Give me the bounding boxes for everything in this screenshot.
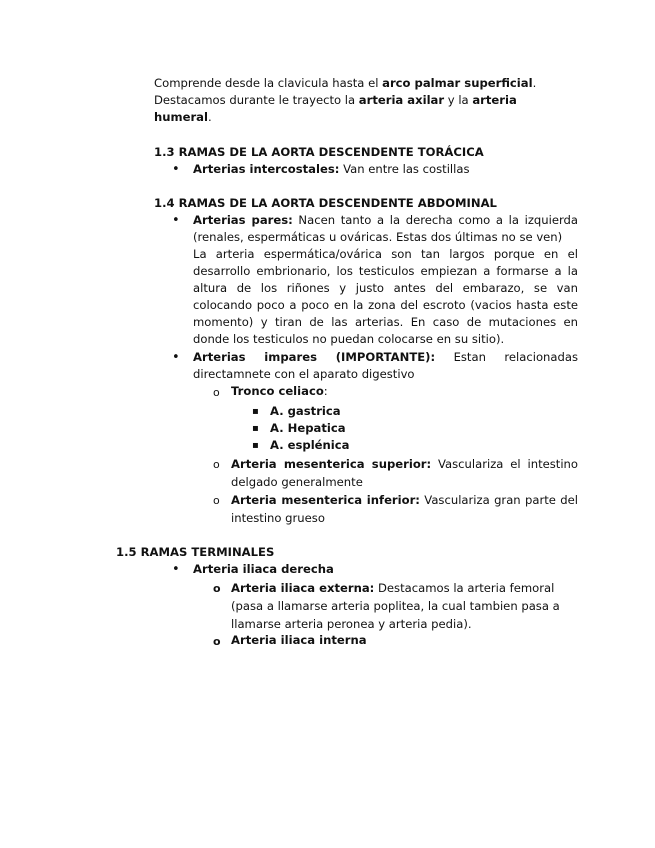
item-iliaca-derecha: Arteria iliaca derecha	[193, 562, 334, 576]
circle-bullet-icon: o	[213, 386, 220, 399]
item-intercostales: Arterias intercostales: Van entre las costillas	[193, 162, 470, 176]
tronco-item-hepatica: A. Hepatica	[270, 421, 346, 435]
heading-1-4: 1.4 RAMAS DE LA AORTA DESCENDENTE ABDOMINAL	[154, 196, 497, 210]
item-mesenterica-inferior: Arteria mesenterica inferior: Vasculariza gran parte del intestino grueso	[231, 493, 578, 525]
pares-paragraph: La arteria espermática/ovárica son tan largos porque en el desarrollo embrionario, los testiculos empiezan a formarse a la altura de los riñones y justo antes del embarazo, se van colocando poco a poco en la zona del escroto (vacios hasta este momento) y tiran de las arterias. En caso de mutaciones en donde los testiculos no puedan colocarse en su sitio).	[193, 247, 578, 346]
item-arterias-pares: Arterias pares: Nacen tanto a la derecha como a la izquierda (renales, espermáticas u ováricas. Estas dos últimas no se ven)	[193, 213, 578, 244]
circle-bullet-icon: o	[213, 635, 221, 648]
bullet-icon: •	[172, 350, 180, 365]
item-iliaca-externa: Arteria iliaca externa: Destacamos la arteria femoral (pasa a llamarse arteria poplitea, la cual tambien pasa a llamarse arteria peronea y arteria pedia).	[231, 581, 560, 631]
bullet-icon: •	[172, 562, 180, 577]
bullet-icon: •	[172, 213, 180, 228]
intro-paragraph	[154, 75, 584, 126]
square-bullet-icon: ▪	[252, 423, 259, 434]
item-mesenterica-superior: Arteria mesenterica superior: Vasculariza el intestino delgado generalmente	[231, 457, 579, 489]
square-bullet-icon: ▪	[252, 406, 259, 417]
heading-1-3: 1.3 RAMAS DE LA AORTA DESCENDENTE TORÁCICA	[154, 145, 484, 159]
tronco-item-gastrica: A. gastrica	[270, 404, 341, 418]
circle-bullet-icon: o	[213, 458, 220, 471]
circle-bullet-icon: o	[213, 582, 221, 595]
square-bullet-icon: ▪	[252, 440, 259, 451]
bullet-icon: •	[172, 162, 180, 177]
item-tronco-celiaco: Tronco celiaco:	[231, 384, 328, 398]
intro-line-2: Destacamos durante le trayecto la arteria axilar y la arteria	[154, 93, 517, 107]
intro-line-1: Comprende desde la clavicula hasta el arco palmar superficial.	[154, 76, 537, 90]
heading-1-5: 1.5 RAMAS TERMINALES	[116, 545, 275, 559]
item-arterias-impares: Arterias impares (IMPORTANTE): Estan relacionadas directamnete con el aparato digestivo	[193, 350, 578, 381]
circle-bullet-icon: o	[213, 494, 220, 507]
intro-line-3: humeral.	[154, 110, 212, 124]
tronco-item-esplenica: A. esplénica	[270, 438, 350, 452]
item-iliaca-interna: Arteria iliaca interna	[231, 633, 367, 647]
